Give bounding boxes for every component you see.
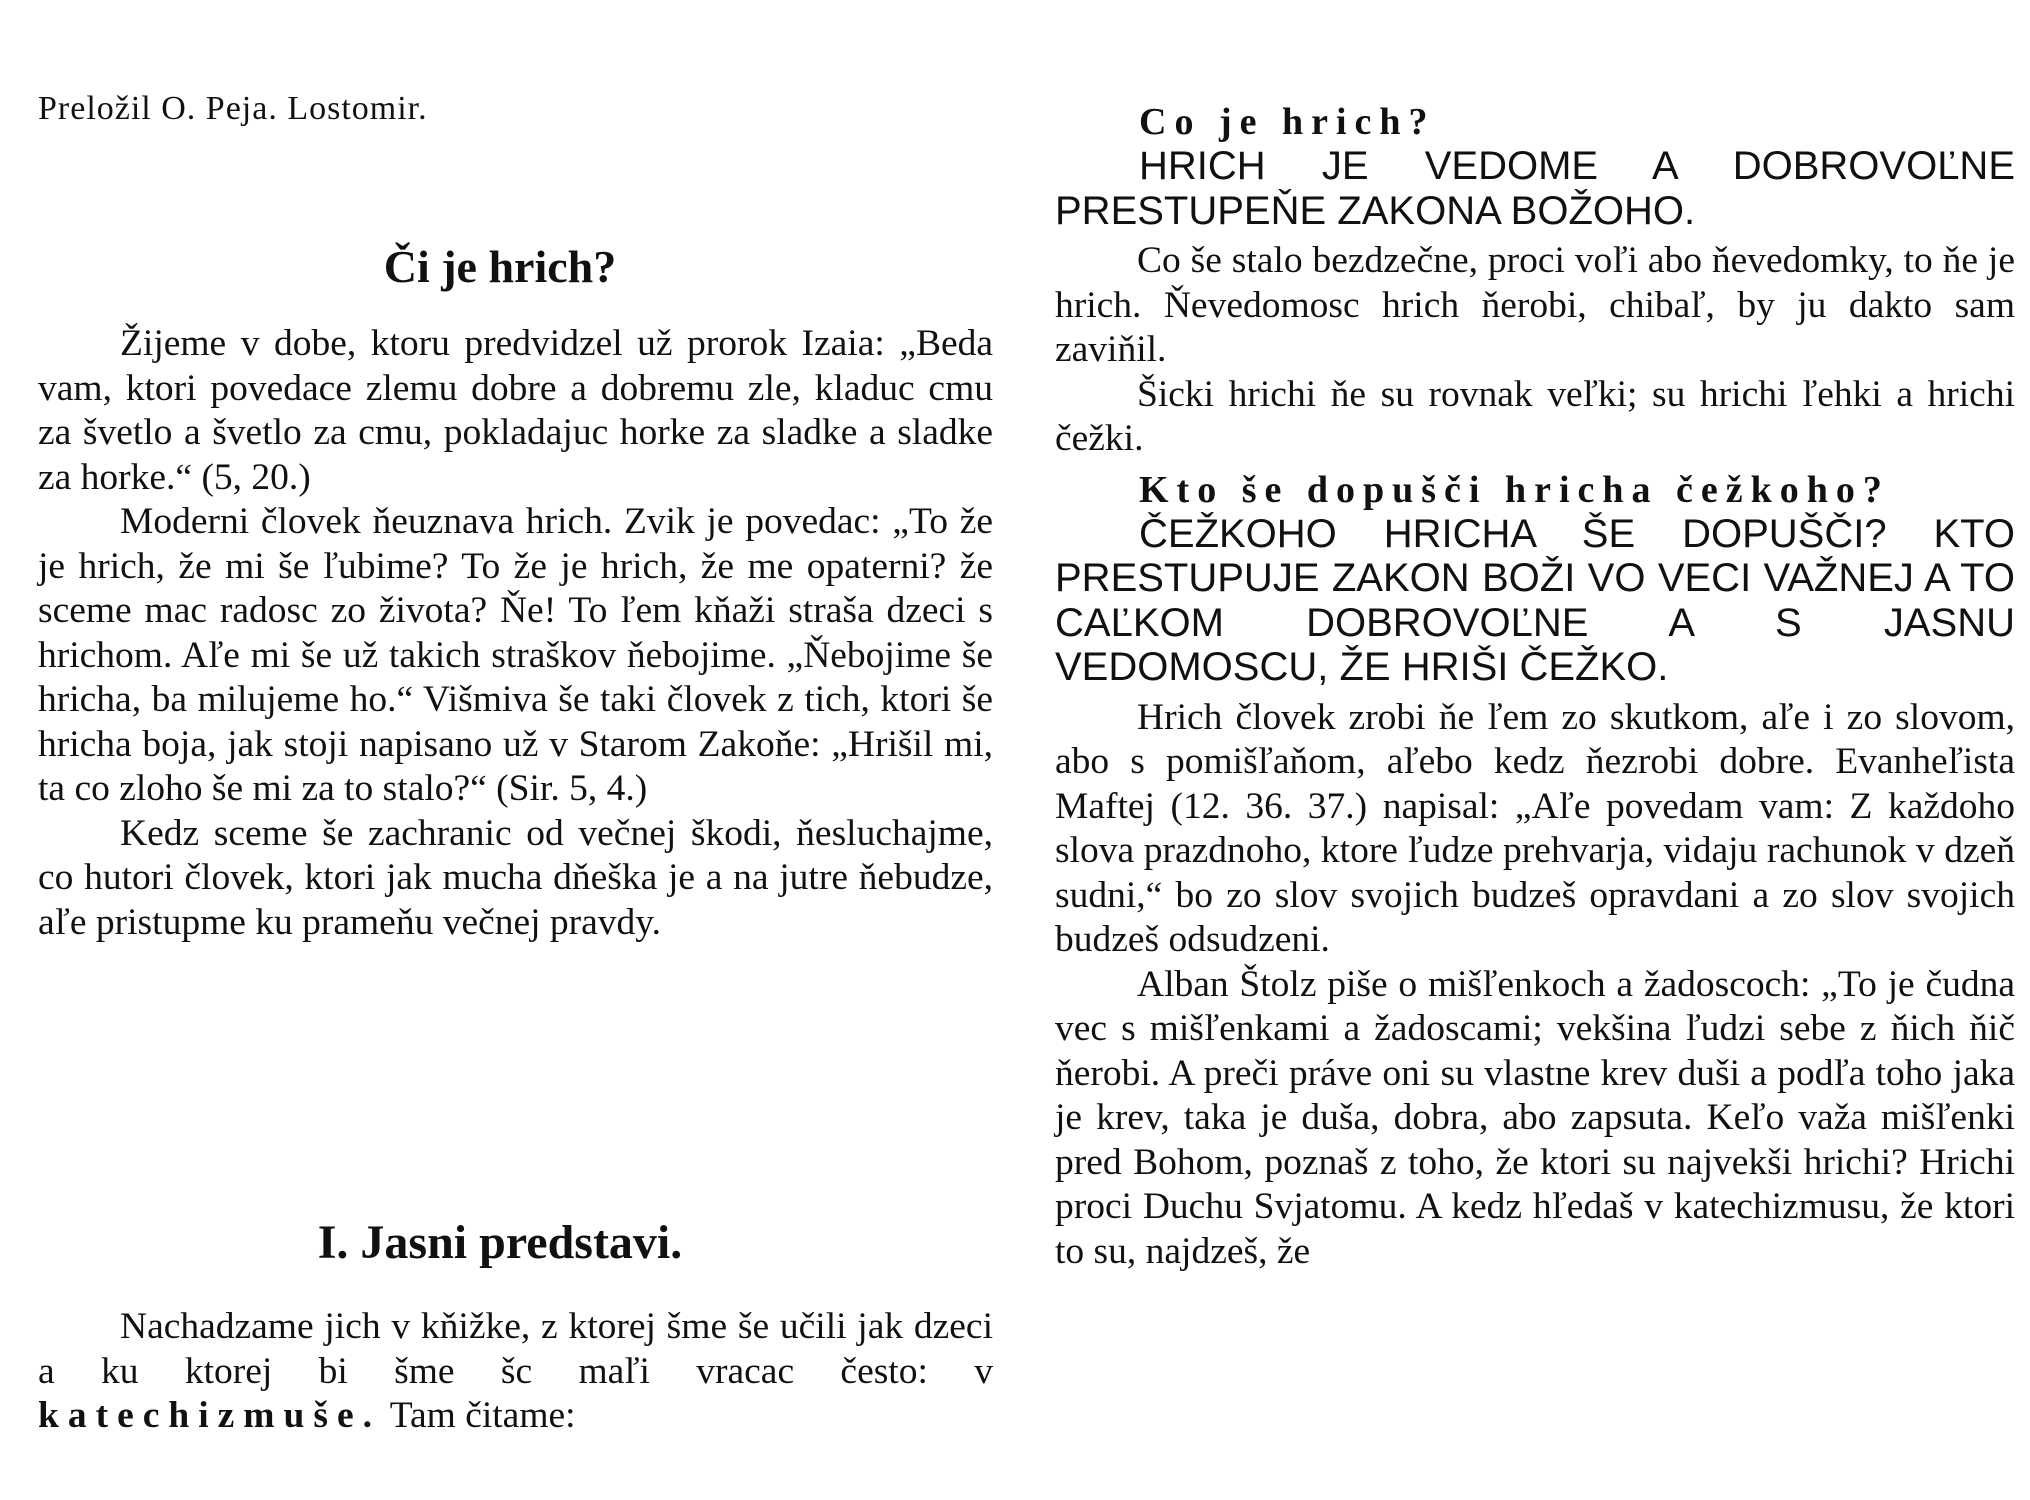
- right-paragraph-2: Šicki hrichi ňe su rovnak veľki; su hrichi ľehki a hrichi čežki.: [1055, 373, 2015, 459]
- right-paragraph-1: Co še stalo bezdzečne, proci voľi abo ňevedomky, to ňe je hrich. Ňevedomosc hrich ňerobi, chibaľ, by ju dakto sam zaviňil.: [1055, 240, 2015, 370]
- right-page: [1030, 0, 2030, 1500]
- section-intro-text: Nachadzame jich v kňižke, z ktorej šme še učili jak dzeci a ku ktorej bi šme šc maľi vracac često: v: [38, 1306, 993, 1392]
- section-heading: I. Jasni predstavi.: [317, 1216, 683, 1269]
- chapter-title: Či je hrich?: [383, 241, 617, 292]
- left-body: [38, 322, 993, 945]
- paragraph-3: Kedz sceme še zachranic od večnej škodi, ňesluchajme, co hutori človek, ktori jak mucha dňeška je a na jutre ňebudze, aľe pristupme ku prameňu večnej pravdy.: [38, 812, 993, 943]
- question-2: Kto še dopušči hricha čežkoho?: [1139, 468, 1890, 511]
- section-tail: Tam čitame:: [389, 1395, 576, 1436]
- question-1: Co je hrich?: [1139, 101, 1436, 143]
- paragraph-2: Moderni človek ňeuznava hrich. Zvik je povedac: „To že je hrich, že mi še ľubime? To že je hrich, že me opaterni? že sceme mac radosc zo života? Ňe! To ľem kňaži straša dzeci s hrichom. Aľe mi še už takich straškov ňebojime. „Ňebojime še hricha, ba milujeme ho.“ Višmiva še taki človek z tich, ktori še hricha boja, jak stoji napisano už v Starom Zakoňe: „Hrišil mi, ta co zloho še mi za to stalo?“ (Sir. 5, 4.): [38, 501, 993, 809]
- paragraph-1: Žijeme v dobe, ktoru predvidzel už prorok Izaia: „Beda vam, ktori povedace zlemu dobre a dobremu zle, kladuc cmu za švetlo a švetlo za cmu, pokladajuc horke za sladke a sladke za horke.“ (5, 20.): [38, 323, 993, 498]
- right-paragraph-3: Hrich človek zrobi ňe ľem zo skutkom, aľe i zo slovom, abo s pomišľaňom, aľebo kedz ňezrobi dobre. Evanheľista Maftej (12. 36. 37.) napisal: „Aľe povedam vam: Z každoho slova prazdnoho, ktore ľudze prehvarja, vidaju rachunok v dzeň sudni,“ bo zo slov svojich budzeš opravdani a zo slov svojich budzeš odsudzeni.: [1055, 696, 2015, 960]
- left-page: [0, 0, 1000, 1500]
- section-intro: [38, 1305, 993, 1439]
- translator-credit: Preložil O. Peja. Lostomir.: [38, 90, 428, 127]
- section-intro-block: [38, 1305, 993, 1439]
- answer-2: ČEŽKOHO HRICHA ŠE DOPUŠČI? KTO PRESTUPUJE ZAKON BOŽI VO VECI VAŽNEJ A TO CAĽKOM DOBROVOĽNE A S JASNU VEDOMOSCU, ŽE HRIŠI ČEŽKO.: [1055, 511, 2015, 689]
- right-body: [1055, 100, 2015, 1274]
- right-paragraph-4: Alban Štolz piše o mišľenkoch a žadoscoch: „To je čudna vec s mišľenkami a žadoscami; vekšina ľudzi sebe z ňich ňič ňerobi. A preči práve oni su vlastne krev duši a podľa toho jaka je krev, taka je duša, dobra, abo zapsuta. Keľo važa mišľenki pred Bohom, poznaš z toho, že ktori su najvekši hrichi? Hrichi proci Duchu Svjatomu. A kedz hľedaš v katechizmusu, že ktori to su, najdzeš, že: [1055, 963, 2015, 1272]
- answer-1: HRICH JE VEDOME A DOBROVOĽNE PRESTUPEŇE ZAKONA BOŽOHO.: [1055, 144, 2015, 233]
- section-emphasis: katechizmuše.: [38, 1395, 382, 1436]
